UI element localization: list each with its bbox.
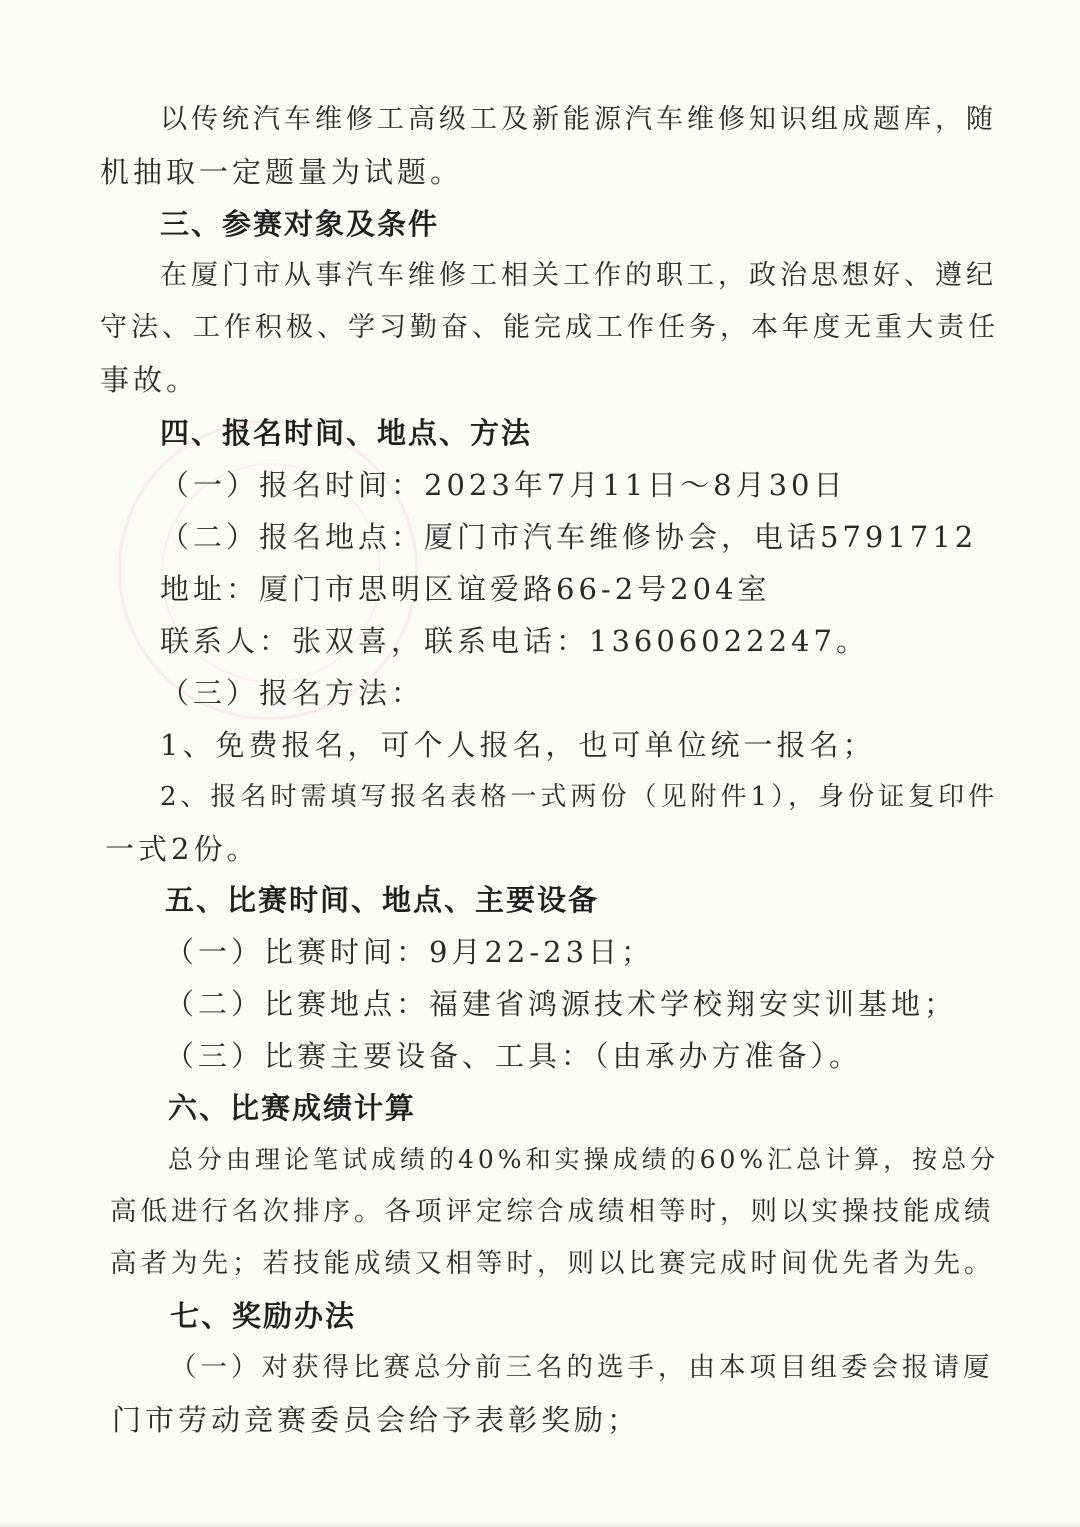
- paragraph-line-4: 在厦门市从事汽车维修工相关工作的职工，政治思想好、遵纪: [160, 260, 997, 291]
- registration-method-heading: （三）报名方法：: [160, 676, 425, 710]
- address: 地址：厦门市思明区谊爱路66-2号204室: [160, 572, 771, 606]
- section-heading-6: 六、比赛成绩计算: [168, 1091, 417, 1125]
- score-line-3: 高者为先；若技能成绩又相等时，则以比赛完成时间优先者为先。: [110, 1248, 995, 1279]
- score-line-1: 总分由理论笔试成绩的40%和实操成绩的60%汇总计算，按总分: [168, 1145, 1000, 1174]
- method-item-2: 2、报名时需填写报名表格一式两份（见附件1），身份证复印件: [160, 782, 999, 812]
- page-bottom-edge: [0, 1521, 1080, 1527]
- competition-time: （一）比赛时间：9月22-23日；: [165, 935, 655, 969]
- paragraph-line-2: 机抽取一定题量为试题。: [100, 155, 464, 189]
- method-item-2-cont: 一式2份。: [105, 832, 260, 866]
- competition-equipment: （三）比赛主要设备、工具：（由承办方准备）。: [165, 1039, 863, 1073]
- section-heading-3: 三、参赛对象及条件: [160, 207, 440, 241]
- method-item-1: 1、免费报名，可个人报名，也可单位统一报名；: [160, 728, 876, 762]
- registration-place: （二）报名地点：厦门市汽车维修协会，电话5791712: [160, 520, 978, 554]
- section-heading-5: 五、比赛时间、地点、主要设备: [165, 883, 600, 917]
- reward-line-1: （一）对获得比赛总分前三名的选手，由本项目组委会报请厦: [170, 1352, 994, 1383]
- contact-person: 联系人：张双喜，联系电话：13606022247。: [160, 624, 869, 658]
- paragraph-line-6: 事故。: [100, 363, 200, 397]
- registration-time: （一）报名时间：2023年7月11日～8月30日: [160, 468, 847, 502]
- section-heading-7: 七、奖励办法: [170, 1299, 357, 1333]
- paragraph-line-5: 守法、工作积极、学习勤奋、能完成工作任务，本年度无重大责任: [100, 312, 999, 343]
- reward-line-2: 门市劳动竞赛委员会给予表彰奖励；: [112, 1403, 641, 1437]
- section-heading-4: 四、报名时间、地点、方法: [160, 416, 533, 450]
- score-line-2: 高低进行名次排序。各项评定综合成绩相等时，则以实操技能成绩: [110, 1196, 995, 1227]
- paragraph-line-1: 以传统汽车维修工高级工及新能源汽车维修知识组成题库，随: [160, 104, 997, 135]
- competition-place: （二）比赛地点：福建省鸿源技术学校翔安实训基地；: [165, 987, 958, 1021]
